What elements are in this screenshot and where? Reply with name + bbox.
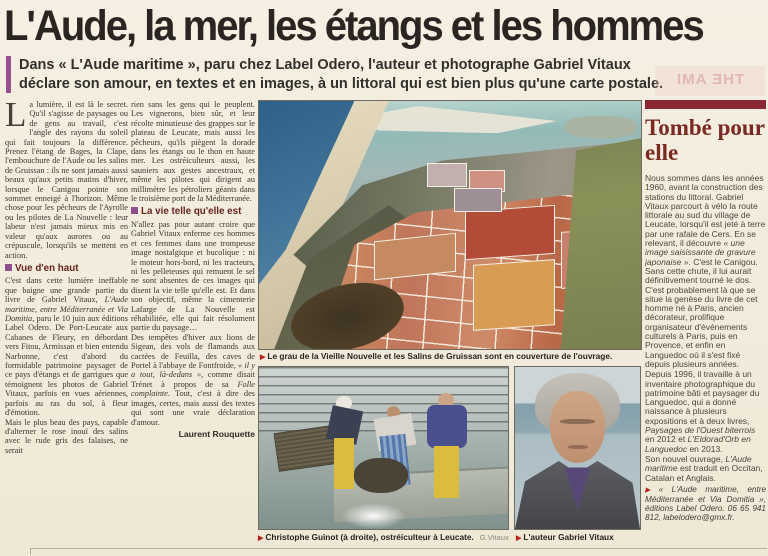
mouth (568, 445, 588, 449)
paragraph (5, 100, 128, 260)
bottom-box-rule (30, 548, 767, 555)
caption-text: L'auteur Gabriel Vitaux (523, 532, 614, 542)
photo-credit: G.Vitaux (479, 533, 509, 542)
water-splash (341, 503, 406, 529)
paragraph-text: Nous sommes dans les années 1960, avant la construction des stations du littoral. Gabriel Vitaux parcourt à vélo la route littorale au sud du village de Leucate, lorsqu'il est jeté à terre par une rafale de Cers. En se relevant, il découvre (645, 173, 766, 249)
subhead-label: La vie telle qu'elle est (141, 206, 242, 218)
caption-text: Christophe Guinot (à droite), ostréiculteur à Leucate. (265, 532, 474, 542)
yellow-waders (434, 446, 459, 498)
blue-jacket (427, 405, 467, 448)
book-title-italic: L'Eldorad'Orb en Languedoc (645, 434, 751, 454)
subhead-vue-den-haut (5, 264, 128, 275)
drop-cap: L (5, 100, 27, 134)
paragraph: rien sans les gens qui le peuplent. Les vignerons, bien sûr, et leur récolte minutieuse des grappes sur le plateau de Leucate, mais aussi les pêcheurs, qu'ils piègent la dorade dans les étangs ou le thon en haute mer. Les ostréiculteurs aussi, les sauniers aux gestes ancestraux, et même les pilotes qui dirigent au millimètre les pétroliers géants dans le troisième port de la Méditerranée. (131, 100, 255, 204)
paragraph-text: a lumière, il est là le secret. Qu'il s'agisse de paysages ou de gens au travail, c'est l'angle des rayons du soleil qui fait toujours la différence. Prenez l'étang de Bages, la Clape, l'embouchure de l'Aude ou les salins de Gruissan : ils ne sont jamais aussi beaux qu'aux petits matins d'hiver, lorsque le Canigou pointe son sommet enneigé à l'horizon. Même chose pour les pêcheurs de l'Ayrolle ou les pilotes de La Nouvelle : leur labeur n'est jamais mieux mis en valeur qu'aux aurores ou au crépuscule, lorsqu'ils se mettent en action. (5, 100, 128, 260)
paragraph-text: . Tout, c'est à dire des images, certes, mais aussi des textes qui sont une vraie déclaration d'amour. (131, 389, 255, 427)
salt-pan-orange (473, 259, 555, 331)
paragraph-text: est traduit en Occitan, Catalan et Anglais. (645, 463, 763, 483)
oyster-farmers-photo (258, 366, 509, 530)
paragraph: Mais le plus beau des pays, capable d'alterner le rose inouï des salins avec le rude gris des falaises, ne serait (5, 417, 128, 455)
pointer-icon: ▶ (260, 354, 266, 361)
song-title-italic: Folle complainte (131, 379, 255, 399)
book-title-italic: L'Aude maritime, entre Méditerranée et Via Domitia (5, 295, 128, 324)
pointer-icon: ▶ (258, 535, 264, 542)
islet (565, 116, 638, 138)
brow-shadow (560, 419, 595, 424)
paragraph (5, 276, 128, 417)
subhead-label: Vue d'en haut (15, 262, 79, 274)
standfirst: Dans « L'Aude maritime », paru chez Label Odero, l'auteur et photographe Gabriel Vitaux déclare son amour, en textes et en images, à un littoral qui est bien plus qu'une carte postale. (6, 56, 664, 93)
page-title: L'Aude, la mer, les étangs et les hommes (4, 3, 703, 50)
caption-main (260, 351, 640, 363)
portrait-photo-gabriel-vitaux (514, 366, 641, 530)
print-bleed-text: THE AMI (655, 66, 765, 96)
caption-text: Le grau de la Vieille Nouvelle et les Salins de Gruissan sont en couverture de l'ouvrage. (267, 351, 613, 361)
paragraph-text: Depuis 1996, il travaille à un inventaire photographique du patrimoine bâti et paysager du Languedoc, qui a donné naissance à plusieurs expositions et à deux livres, (645, 369, 760, 426)
article-column-2 (131, 100, 255, 550)
pointer-icon: ▶ (645, 486, 657, 494)
paragraph-text: , comme disait Trénet à propos de sa (131, 370, 255, 389)
paragraph (645, 455, 766, 483)
sidebar-text (645, 174, 766, 483)
salt-pan-small (427, 163, 467, 187)
subhead-la-vie-telle (131, 207, 255, 218)
caption-right-photo (516, 532, 640, 544)
paragraph-text: Son nouvel ouvrage, (645, 453, 726, 464)
red-top-bar (645, 100, 766, 109)
sidebar-reference-note (645, 485, 766, 523)
salt-pan-red (465, 204, 555, 259)
paragraph (645, 370, 766, 454)
quote-italic: « il y a tout, là-dedans » (131, 361, 255, 380)
sidebar-title: Tombé pour elle (645, 115, 765, 165)
book-title-italic: Paysages de l'Ouest biterrois (645, 425, 756, 436)
face (550, 391, 605, 462)
paragraph-text: en 2012 et (645, 434, 688, 445)
byline: Laurent Rouquette (178, 428, 255, 439)
paragraph-text: en 2013. (687, 443, 723, 454)
paragraph-text: . C'est le Canigou. Sans cette chute, il lui aurait définitivement tourné le dos. C'est probablement là que se situe la genèse du livre de cet homme né à Paris, ancien décorateur, prolifique organisateur d'événements culturels à Paris, puis en Provence, et enfin en Languedoc où il s'est fixé depuis plusieurs années. (645, 256, 758, 369)
square-bullet-icon (131, 207, 138, 214)
note-text: « L'Aude maritime, entre Méditerranée et Via Domitia », éditions Label Odero. 06 65 941 812, labelodero@gmx.fr. (645, 484, 766, 523)
pointer-icon: ▶ (516, 535, 522, 542)
yellow-waders (334, 438, 354, 488)
article-column-1 (5, 100, 128, 546)
quote-italic: « une image saisissante de gravure japonaise » (645, 238, 756, 267)
paragraph: N'allez pas pour autant croire que Gabriel Vitaux enferme ces hommes et ces femmes dans une trompeuse image nostalgique et bucolique : ni le moteur hors-bord, ni les tracteurs, ni les pelleteuses qui remuent le sel ne sont absentes de ces images qui disent la vie telle qu'elle est. Et dans son objectif, même la cimenterie Lafarge de La Nouvelle est réhabilitée, elle qui fait résolument partie du paysage… (131, 219, 255, 333)
paragraph-text: Des tempêtes d'hiver aux lions de Sigean, des vols de flamands aux cactées de Feuilla, des caves de Portel à l'abbaye de Fontfroide, (131, 332, 255, 371)
paragraph-text: , paru le 10 juin aux éditions Label Odero. De Port-Leucate aux Cabanes de Fleury, en débordant vers Fitou, Armissan et bien entendu Narbonne, c'est d'abord du formidable patrimoine paysager de ce pays d'étangs et de garrigues que témoignent les photos de Gabriel Vitaux, parfois en vues aériennes, parfois au ras du sol, à fleur d'émotion. (5, 314, 128, 418)
sidebar-tombe-pour-elle (645, 100, 766, 552)
square-bullet-icon (5, 264, 12, 271)
paragraph-text: C'est dans cette lumière ineffable que baigne une grande partie du livre de Gabriel Vitaux, (5, 276, 128, 305)
lifted-cage (354, 458, 409, 494)
caption-left-photo (258, 532, 510, 544)
salt-pan-small (454, 188, 502, 212)
farmer-right (423, 393, 473, 506)
paragraph (645, 174, 766, 369)
paragraph (131, 333, 255, 427)
book-title-italic: L'Aude maritime (645, 453, 752, 474)
aerial-photo-salins (258, 100, 642, 350)
